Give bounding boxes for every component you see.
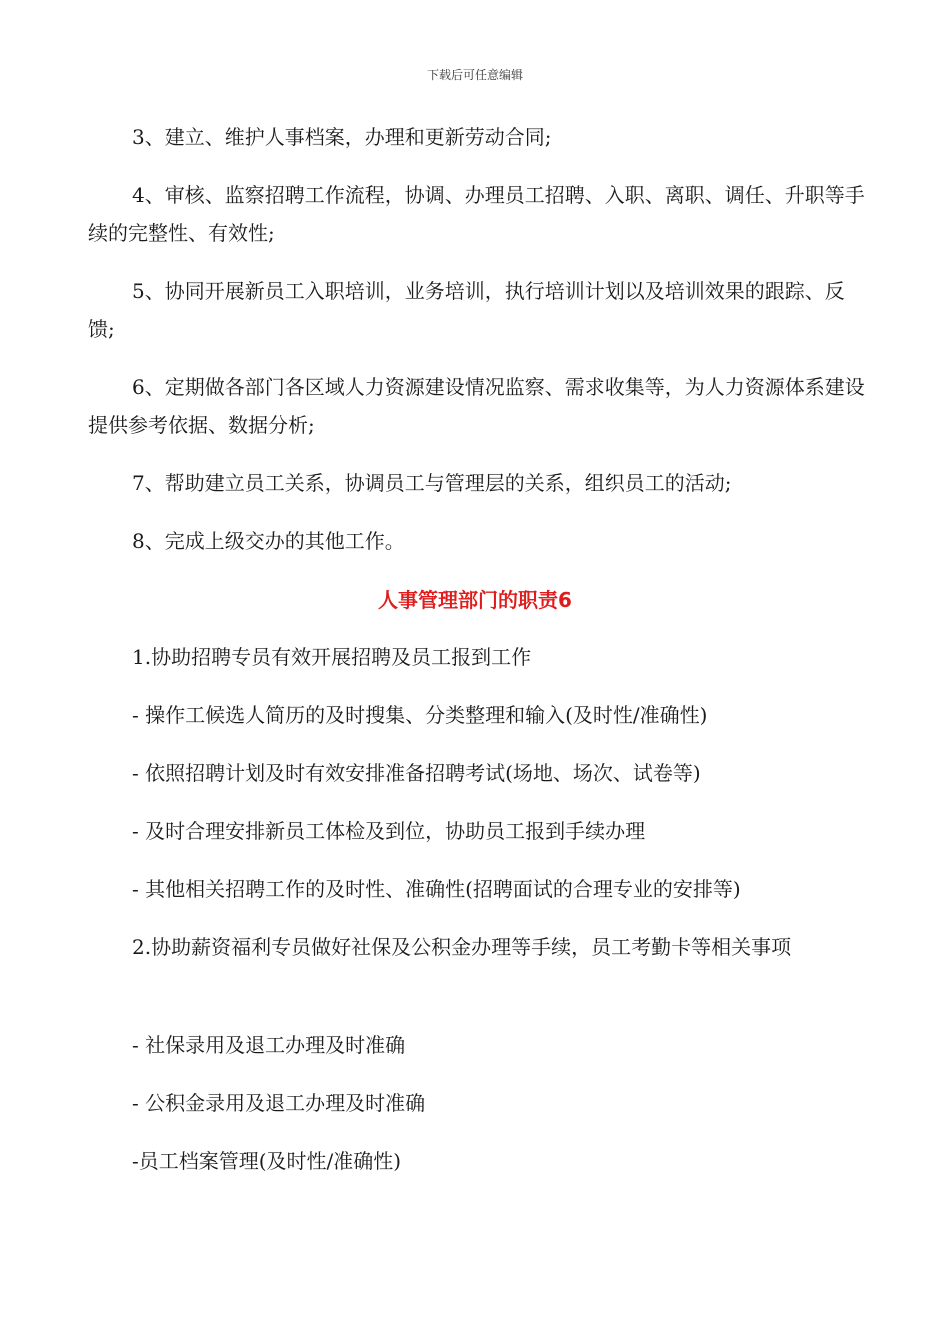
duty-item-4: 4、审核、监察招聘工作流程，协调、办理员工招聘、入职、离职、调任、升职等手续的完整性、有效性; [88, 183, 865, 245]
section-subitem: - 其他相关招聘工作的及时性、准确性(招聘面试的合理专业的安排等) [132, 877, 741, 901]
section-subitem: - 社保录用及退工办理及时准确 [132, 1033, 406, 1057]
duty-item-5: 5、协同开展新员工入职培训，业务培训，执行培训计划以及培训效果的跟踪、反馈; [88, 279, 845, 341]
duty-item-7: 7、帮助建立员工关系，协调员工与管理层的关系，组织员工的活动; [132, 471, 732, 495]
section-subitem: - 依照招聘计划及时有效安排准备招聘考试(场地、场次、试卷等) [132, 761, 701, 785]
section-subitem: - 公积金录用及退工办理及时准确 [132, 1091, 426, 1115]
section-item-2: 2.协助薪资福利专员做好社保及公积金办理等手续，员工考勤卡等相关事项 [132, 935, 792, 959]
duty-item-6: 6、定期做各部门各区域人力资源建设情况监察、需求收集等，为人力资源体系建设提供参考依据、数据分析; [88, 375, 865, 437]
section-subitem: -员工档案管理(及时性/准确性) [132, 1149, 402, 1173]
section-title: 人事管理部门的职责6 [378, 588, 572, 612]
section-item-1: 1.协助招聘专员有效开展招聘及员工报到工作 [132, 645, 532, 669]
section-subitem: - 操作工候选人简历的及时搜集、分类整理和输入(及时性/准确性) [132, 703, 708, 727]
section-subitem: - 及时合理安排新员工体检及到位，协助员工报到手续办理 [132, 819, 646, 843]
duty-item-3: 3、建立、维护人事档案，办理和更新劳动合同; [132, 125, 552, 149]
header-note: 下载后可任意编辑 [426, 68, 523, 82]
duty-item-8: 8、完成上级交办的其他工作。 [132, 529, 405, 553]
